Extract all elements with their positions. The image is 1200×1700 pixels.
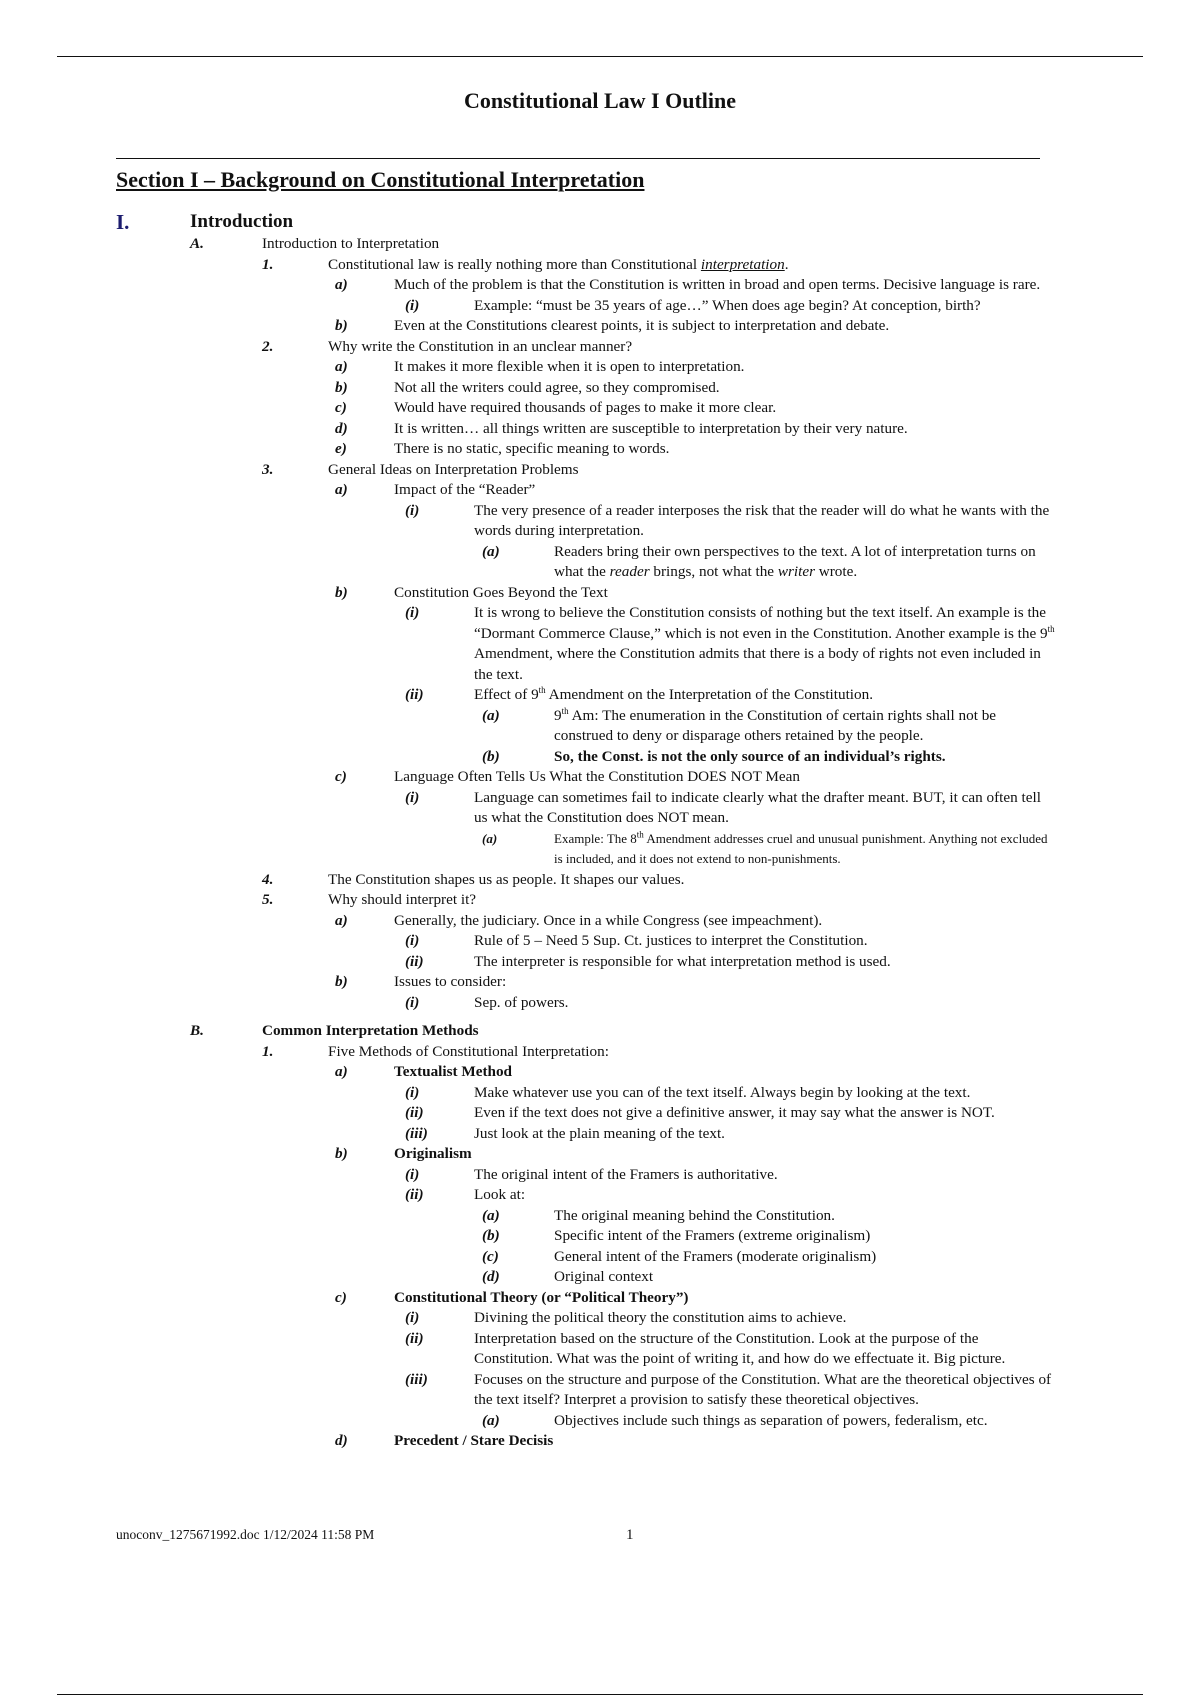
outline-marker: (ii) — [405, 952, 424, 970]
outline-item — [0, 603, 1200, 685]
outline-text: Introduction to Interpretation — [262, 235, 440, 252]
outline-heading-introduction — [0, 210, 1200, 234]
outline-marker: (i) — [405, 993, 420, 1011]
outline-text: Just look at the plain meaning of the text. — [474, 1124, 725, 1142]
outline-text: The Constitution shapes us as people. It shapes our values. — [328, 870, 685, 888]
outline-item — [0, 480, 1200, 501]
section-heading: Section I – Background on Constitutional Interpretation — [116, 167, 645, 192]
outline-item — [0, 1370, 1200, 1411]
outline-marker: (ii) — [405, 1186, 424, 1203]
outline-item-B — [0, 1021, 1200, 1042]
outline-item — [0, 357, 1200, 378]
outline-text: Would have required thousands of pages to make it more clear. — [394, 399, 777, 416]
outline-marker: b) — [335, 973, 348, 990]
outline-text — [554, 829, 1058, 870]
outline-item — [0, 1267, 1200, 1288]
outline-text: Common Interpretation Methods — [262, 1022, 479, 1039]
text-run: Am: The enumeration in the Constitution of certain rights shall not be construed to deny or disparage others retained by the people. — [554, 706, 997, 744]
outline-item-A4 — [0, 870, 1200, 891]
outline-item — [0, 1329, 1200, 1370]
outline-item — [0, 931, 1200, 952]
outline-item — [0, 439, 1200, 460]
outline-text: The interpreter is responsible for what interpretation method is used. — [474, 952, 891, 970]
outline-item — [0, 972, 1200, 993]
outline-item — [0, 316, 1200, 337]
outline-item — [0, 747, 1200, 768]
outline-text: Five Methods of Constitutional Interpretation: — [328, 1042, 609, 1060]
emphasis-run: reader — [609, 563, 650, 580]
outline-item — [0, 1247, 1200, 1268]
outline-text: Interpretation based on the structure of the Constitution. Look at the purpose of the Constitution. What was the point of writing it, and how do we effectuate it. Big picture. — [474, 1329, 1006, 1367]
outline-text: It is written… all things written are susceptible to interpretation by their very nature. — [394, 419, 908, 437]
outline-text — [474, 603, 1058, 685]
outline-text: Issues to consider: — [394, 973, 507, 990]
outline-text: Impact of the “Reader” — [394, 481, 536, 498]
outline-marker: (a) — [482, 1206, 500, 1224]
outline-marker: 5. — [262, 891, 274, 908]
outline-item — [0, 1411, 1200, 1432]
outline-item-B1 — [0, 1042, 1200, 1063]
text-run: Readers bring their own perspectives to the text. A lot of interpretation turns on what the — [554, 542, 1036, 580]
emphasis-run: writer — [777, 563, 815, 580]
outline-marker: (i) — [405, 788, 420, 806]
outline-marker: (i) — [405, 604, 420, 621]
outline-marker: a) — [335, 911, 348, 929]
outline-marker: (iii) — [405, 1124, 428, 1142]
outline-text: Constitution Goes Beyond the Text — [394, 583, 608, 601]
outline-marker: (a) — [482, 706, 500, 724]
outline-text: Why write the Constitution in an unclear manner? — [328, 337, 633, 355]
outline-text: Even if the text does not give a definitive answer, it may say what the answer is NOT. — [474, 1104, 995, 1121]
outline-text: Constitutional Theory (or “Political Theory”) — [394, 1288, 689, 1306]
superscript-wrapper — [1048, 623, 1055, 633]
outline-marker: b) — [335, 1145, 348, 1162]
outline-marker: (d) — [482, 1268, 500, 1285]
document-title: Constitutional Law I Outline — [464, 88, 736, 113]
text-run: wrote. — [814, 563, 858, 580]
outline-marker: (a) — [482, 542, 500, 560]
outline-text: Look at: — [474, 1186, 526, 1203]
outline-marker: 2. — [262, 337, 274, 355]
outline-marker: c) — [335, 768, 347, 785]
outline-item — [0, 1165, 1200, 1186]
outline-text: The original meaning behind the Constitution. — [554, 1206, 835, 1224]
text-run: . — [784, 255, 789, 273]
outline-marker: b) — [335, 378, 348, 396]
outline-item — [0, 583, 1200, 604]
outline-text: Even at the Constitutions clearest points, it is subject to interpretation and debate. — [394, 317, 890, 334]
outline-text: Language Often Tells Us What the Constitution DOES NOT Mean — [394, 768, 800, 785]
outline-marker: (i) — [405, 1309, 420, 1326]
outline-item — [0, 378, 1200, 399]
outline-item-A3 — [0, 460, 1200, 481]
outline-marker: (ii) — [405, 1329, 424, 1347]
text-run: Amendment, where the Constitution admits that there is a body of rights not even included in the text. — [474, 645, 1041, 683]
outline-marker: (i) — [405, 932, 420, 949]
superscript: th — [538, 684, 546, 695]
text-run: It is wrong to believe the Constitution consists of nothing but the text itself. An example is the “Dormant Commerce Clause,” which is not even in the Constitution. Another example is the 9 — [474, 604, 1048, 642]
outline-text: Precedent / Stare Decisis — [394, 1432, 554, 1449]
outline-text: It makes it more flexible when it is open to interpretation. — [394, 358, 745, 375]
outline-item — [0, 1226, 1200, 1247]
outline-item — [0, 1144, 1200, 1165]
superscript: th — [1047, 623, 1055, 634]
outline-item — [0, 419, 1200, 440]
outline-marker: e) — [335, 440, 347, 457]
outline-text: The original intent of the Framers is authoritative. — [474, 1165, 778, 1183]
outline-text: Sep. of powers. — [474, 993, 569, 1011]
bottom-rule — [57, 1694, 1143, 1695]
outline-item — [0, 911, 1200, 932]
outline-item — [0, 1288, 1200, 1309]
text-run: brings, not what the — [649, 563, 778, 580]
outline-marker: c) — [335, 399, 347, 416]
outline-marker: d) — [335, 1432, 348, 1449]
top-rule — [57, 56, 1143, 57]
emphasis-run: interpretation — [700, 255, 785, 273]
outline-item — [0, 952, 1200, 973]
outline-marker: (a) — [482, 830, 498, 846]
outline-text: Divining the political theory the constitution aims to achieve. — [474, 1309, 847, 1326]
outline-marker: (i) — [405, 501, 420, 519]
outline-marker: (i) — [405, 296, 420, 314]
outline-text: General intent of the Framers (moderate originalism) — [554, 1247, 877, 1265]
title-rule — [116, 158, 1040, 159]
outline-item — [0, 1206, 1200, 1227]
text-run: Example: The 8 — [554, 830, 637, 846]
outline-text: So, the Const. is not the only source of an individual’s rights. — [554, 747, 946, 765]
outline-text: Focuses on the structure and purpose of the Constitution. What are the theoretical objectives of the text itself? Interpret a provision to satisfy these theoretical objectives. — [474, 1370, 1052, 1408]
outline-text: Originalism — [394, 1145, 472, 1162]
outline-item — [0, 398, 1200, 419]
outline-marker: (i) — [405, 1083, 420, 1101]
outline-text: General Ideas on Interpretation Problems — [328, 460, 579, 478]
outline-marker: a) — [335, 1063, 348, 1080]
outline-text: Much of the problem is that the Constitution is written in broad and open terms. Decisive language is rare. — [394, 276, 1041, 293]
outline-item — [0, 993, 1200, 1014]
outline-text: Objectives include such things as separation of powers, federalism, etc. — [554, 1411, 988, 1429]
outline-marker: (i) — [405, 1165, 420, 1183]
outline-marker: c) — [335, 1288, 347, 1306]
outline-marker: (iii) — [405, 1370, 428, 1388]
outline-marker: I. — [116, 210, 130, 234]
superscript-wrapper — [539, 685, 546, 695]
outline-item — [0, 1185, 1200, 1206]
outline-text: Why should interpret it? — [328, 891, 477, 908]
outline-text — [554, 706, 1058, 747]
outline-marker: (c) — [482, 1247, 499, 1265]
outline-text: There is no static, specific meaning to words. — [394, 440, 670, 457]
outline-text: Textualist Method — [394, 1063, 512, 1080]
text-run: Constitutional law is really nothing more than Constitutional — [328, 255, 701, 273]
text-run: Effect of 9 — [474, 686, 539, 703]
outline-item-A5 — [0, 890, 1200, 911]
outline-item — [0, 275, 1200, 296]
footer-file-label: unoconv_1275671992.doc 1/12/2024 11:58 PM — [116, 1527, 375, 1542]
outline-item — [0, 1083, 1200, 1104]
outline-text — [328, 255, 1058, 276]
outline-marker: B. — [190, 1022, 204, 1039]
outline-item — [0, 1124, 1200, 1145]
outline-marker: (a) — [482, 1411, 500, 1429]
outline-marker: (b) — [482, 1227, 500, 1244]
outline-marker: b) — [335, 317, 348, 334]
superscript: th — [561, 705, 569, 716]
outline-text: Generally, the judiciary. Once in a while Congress (see impeachment). — [394, 911, 823, 929]
outline-text: The very presence of a reader interposes the risk that the reader will do what he wants with the words during interpretation. — [474, 501, 1050, 539]
outline-marker: 1. — [262, 255, 274, 273]
outline-text: Rule of 5 – Need 5 Sup. Ct. justices to interpret the Constitution. — [474, 932, 868, 949]
outline-marker: A. — [190, 235, 204, 252]
outline-marker: b) — [335, 583, 348, 601]
page-number: 1 — [626, 1527, 634, 1543]
outline-text: Specific intent of the Framers (extreme originalism) — [554, 1227, 871, 1244]
outline-item — [0, 685, 1200, 706]
superscript-wrapper — [637, 829, 644, 839]
outline-text: Make whatever use you can of the text itself. Always begin by looking at the text. — [474, 1083, 971, 1101]
outline — [0, 210, 1200, 1452]
outline-marker: a) — [335, 481, 348, 498]
outline-marker: (ii) — [405, 686, 424, 703]
text-run: 9 — [554, 706, 562, 724]
outline-item — [0, 829, 1200, 870]
outline-item — [0, 788, 1200, 829]
outline-text — [554, 542, 1058, 583]
superscript: th — [636, 829, 644, 840]
outline-marker: (b) — [482, 747, 500, 765]
outline-marker: d) — [335, 419, 348, 437]
outline-item — [0, 296, 1200, 317]
superscript-wrapper — [562, 705, 569, 715]
outline-item — [0, 1062, 1200, 1083]
outline-text — [474, 685, 1058, 706]
outline-text: Introduction — [190, 211, 294, 232]
outline-marker: 1. — [262, 1042, 274, 1060]
outline-item — [0, 501, 1200, 542]
outline-item — [0, 1308, 1200, 1329]
outline-item — [0, 542, 1200, 583]
text-run: Amendment on the Interpretation of the Constitution. — [545, 686, 874, 703]
outline-item — [0, 706, 1200, 747]
outline-marker: a) — [335, 276, 348, 293]
outline-text: Not all the writers could agree, so they compromised. — [394, 378, 720, 396]
outline-text: Original context — [554, 1268, 654, 1285]
outline-item — [0, 1431, 1200, 1452]
outline-marker: (ii) — [405, 1104, 424, 1121]
outline-item — [0, 1103, 1200, 1124]
outline-item-A1 — [0, 255, 1200, 276]
outline-marker: 4. — [262, 870, 274, 888]
outline-marker: a) — [335, 358, 348, 375]
outline-marker: 3. — [262, 460, 274, 478]
outline-item-A — [0, 234, 1200, 255]
outline-item — [0, 767, 1200, 788]
outline-text: Language can sometimes fail to indicate clearly what the drafter meant. BUT, it can often tell us what the Constitution does NOT mean. — [474, 788, 1041, 826]
outline-text: Example: “must be 35 years of age…” When does age begin? At conception, birth? — [474, 296, 981, 314]
outline-item-A2 — [0, 337, 1200, 358]
text-run: Amendment addresses cruel and unusual punishment. Anything not excluded is included, and it does not extend to non-punishments. — [554, 830, 1048, 866]
